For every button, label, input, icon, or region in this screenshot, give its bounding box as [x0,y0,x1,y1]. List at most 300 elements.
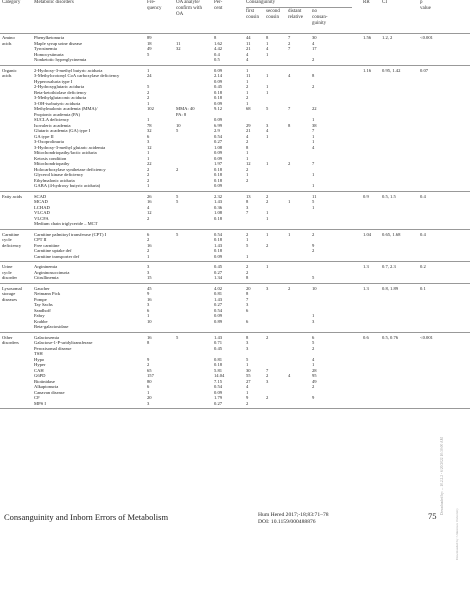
percent-cell: 0.09 [214,183,223,188]
no-consanguinity-cell: 1 [312,139,315,144]
disorder-name: MPS I [34,400,46,406]
ci-cell: 0.95, 1.42 [382,67,401,73]
percent-cell: 1.43 [214,296,223,302]
distant-relative-cell: 7 [288,35,291,40]
percent-cell: 8 [214,35,217,40]
first-cousin-cell: 20 [246,285,251,291]
first-cousin-cell: 2 [246,139,249,144]
ci-cell: 1.2, 2 [382,35,393,40]
percent-cell: 0.09 [214,389,223,395]
rr-cell: 1.04 [363,231,372,237]
disorder-name: Argininemia [34,264,58,269]
first-cousin-cell: 8 [246,199,249,204]
disorder-name: Carnitine uptake def [34,248,72,253]
second-cousin-cell: 1 [266,89,269,95]
first-cousin-cell: 11 [246,40,251,46]
first-cousin-cell: 2 [246,84,249,89]
frequency-cell: 15 [147,275,152,280]
first-cousin-cell: 13 [246,193,251,199]
second-cousin-cell: 2 [266,199,269,204]
first-cousin-cell: 30 [246,367,251,373]
ci-cell: 0.5, 0.76 [382,334,399,340]
no-consanguinity-cell: 5 [312,340,315,345]
disorder-name: Nonketotic hyperglycinemia [34,57,87,62]
percent-cell: 1.97 [214,161,223,166]
disorder-name: SCAD [34,193,47,199]
frequency-cell: 9 [147,291,150,296]
frequency-cell: 1 [147,389,150,395]
frequency-cell: 6 [147,231,150,237]
first-cousin-cell: 2 [246,166,249,172]
percent-cell: 0.81 [214,356,223,362]
percent-cell: 9.12 [214,106,223,111]
frequency-cell: 16 [147,334,152,340]
frequency-cell: 80 [147,378,152,384]
disorder-name: Canavan disease [34,389,65,395]
percent-cell: 0.18 [214,172,223,177]
header-rr: RR [363,0,370,5]
header-disorders: Metabolic disorders [34,0,74,5]
disorder-name: Gaucher [34,285,50,291]
first-cousin-cell: 1 [246,172,249,177]
download-watermark: Downloaded by: Unknown University [455,508,459,560]
frequency-cell: 3 [147,139,150,144]
percent-cell: 0.18 [214,248,223,253]
first-cousin-cell: 3 [246,302,249,307]
percent-cell: 0.18 [214,166,223,172]
disorder-name: Mitochondriopathy/lactic aciduria [34,150,97,155]
frequency-cell: 12 [147,144,152,150]
percent-cell: 2.14 [214,73,223,78]
no-consanguinity-cell: 7 [312,161,315,166]
first-cousin-cell: 1 [246,253,249,259]
category-label: Organic acids [2,67,17,78]
first-cousin-cell: 4 [246,57,249,62]
second-cousin-cell: 2 [266,395,269,400]
no-consanguinity-cell: 6 [312,334,315,340]
second-cousin-cell: 1 [266,40,269,46]
first-cousin-cell: 55 [246,373,251,378]
percent-cell: 0.45 [214,84,223,89]
first-cousin-cell: 6 [246,318,249,324]
footer-journal: Hum Hered 2017;-18;83:71–78 [258,512,329,518]
disorder-name: Beta-ketothiolase deficiency [34,89,87,95]
second-cousin-cell: 1 [266,210,269,215]
second-cousin-cell: 4 [266,128,269,133]
disorder-name: Carnitine palmitoyl transferase (CPT) I [34,231,107,237]
oa-cell: 5 [176,334,179,340]
frequency-cell: 5 [147,51,150,57]
oa-cell: 5 [176,199,179,204]
first-cousin-cell: 1 [246,389,249,395]
disorder-name: Galactose-1-P-uridyltransferase [34,340,93,345]
disorder-name: VLCAD [34,210,50,215]
first-cousin-cell: 5 [246,356,249,362]
distant-relative-cell: 7 [288,106,291,111]
frequency-cell: 89 [147,35,152,40]
disorder-name: SUCLA deficiency [34,117,70,122]
header-distant-relative: distant relative [288,9,303,20]
second-cousin-cell: 3 [266,122,269,128]
first-cousin-cell: 4 [246,51,249,57]
category-label: Urine cycle disorder [2,264,18,280]
percent-cell: 0.89 [214,318,223,324]
percent-cell: 0.54 [214,307,223,313]
percent-cell: 4.02 [214,285,223,291]
percent-cell: 1.43 [214,242,223,248]
first-cousin-cell: 9 [246,395,249,400]
first-cousin-cell: 21 [246,46,251,51]
percent-cell: 0.27 [214,139,223,144]
frequency-cell: 3 [147,264,150,269]
frequency-cell: 2 [147,215,150,221]
no-consanguinity-cell: 4 [312,356,315,362]
frequency-cell: 12 [147,210,152,215]
percent-cell: 0.18 [214,237,223,242]
oa-cell: 5 [176,231,179,237]
frequency-cell: 16 [147,296,152,302]
disorder-name: Isovaleric academia [34,122,71,128]
category-label: Lysosomal storage diseases [2,285,22,302]
frequency-cell: 18 [147,40,152,46]
disorder-name: 3-Oxoprolinuria [34,139,64,144]
group-rule [0,408,470,409]
rr-cell: 1.3 [363,264,369,269]
no-consanguinity-cell: 1 [312,172,315,177]
header-oa: OA analyte/ confirm with OA [176,0,202,17]
distant-relative-cell: 4 [288,373,291,378]
p-value-cell: 0.1 [420,285,426,291]
rr-cell: 0.9 [363,193,369,199]
frequency-cell: 2 [147,248,150,253]
no-consanguinity-cell: 3 [312,318,315,324]
percent-cell: 7.15 [214,378,223,384]
percent-cell: 0.81 [214,291,223,296]
no-consanguinity-cell: 2 [312,57,315,62]
disorder-name: Tay Sachs [34,302,53,307]
first-cousin-cell: 3 [246,345,249,351]
second-cousin-cell: 1 [266,73,269,78]
frequency-cell: 78 [147,122,152,128]
percent-cell: 0.09 [214,150,223,155]
footer-doi: DOI: 10.1159/000488876 [258,519,316,525]
no-consanguinity-cell: 95 [312,373,317,378]
second-cousin-cell: 1 [266,231,269,237]
oa-cell: 32 [176,46,181,51]
first-cousin-cell: 2 [246,269,249,275]
first-cousin-cell: 44 [246,35,251,40]
disorder-name: Pompe [34,296,47,302]
frequency-cell: 157 [147,373,154,378]
disorder-name: G6PD [34,373,46,378]
frequency-cell: 1 [147,100,150,106]
second-cousin-cell: 2 [266,242,269,248]
percent-cell: 0.36 [214,204,223,210]
header-second-cousin: second cousin [266,9,280,20]
second-cousin-cell: 2 [266,334,269,340]
first-cousin-cell: 2 [246,95,249,100]
disorder-name: GABA (4-hydroxy butyric aciduria) [34,183,101,188]
footer-citation [258,512,329,526]
distant-relative-cell: 2 [288,40,291,46]
disorder-name: GA type II [34,133,54,139]
percent-cell: 4.42 [214,46,223,51]
header-ci: CI [382,0,387,5]
disorder-name: Neimann Pick [34,291,61,296]
disorder-name: Krabbe [34,318,48,324]
no-consanguinity-cell: 7 [312,128,315,133]
percent-cell: 6.99 [214,122,223,128]
frequency-cell: 6 [147,384,150,389]
no-consanguinity-cell: 30 [312,35,317,40]
first-cousin-cell: 6 [246,307,249,313]
oa-cell: 11 [176,40,181,46]
second-cousin-cell: 3 [266,285,269,291]
no-consanguinity-cell: 9 [312,395,315,400]
disorder-name: 3-Hydroxy-3-methyl glutaric acidemia [34,144,106,150]
frequency-cell: 4 [147,204,150,210]
percent-cell: 0.54 [214,133,223,139]
disorder-name: Holocarboxylase synthetase deficiency [34,166,106,172]
no-consanguinity-cell: 28 [312,367,317,373]
percent-cell: 0.54 [214,384,223,389]
no-consanguinity-cell: 17 [312,46,317,51]
no-consanguinity-cell: 2 [312,384,315,389]
second-cousin-cell: 2 [266,193,269,199]
no-consanguinity-cell: 10 [312,285,317,291]
disorder-name: 3-OH-isobutyric aciduria [34,100,81,106]
footer-article-title: Consanguinity and Inborn Errors of Metabolism [4,512,169,522]
distant-relative-cell: 1 [288,199,291,204]
disorder-name: CF [34,395,40,400]
no-consanguinity-cell: 1 [312,204,315,210]
first-cousin-cell: 29 [246,122,251,128]
disorder-name: Argininosuccinuria [34,269,70,275]
percent-cell: 0.09 [214,155,223,161]
frequency-cell: 1 [147,117,150,122]
first-cousin-cell: 8 [246,291,249,296]
disorder-name: Beta-galactosidase [34,324,69,329]
frequency-cell: 3 [147,400,150,406]
disorder-name: 2-Hydroxyglutaric aciduria [34,84,85,89]
first-cousin-cell: 1 [246,155,249,161]
frequency-cell: 2 [147,89,150,95]
frequency-cell: 1 [147,150,150,155]
second-cousin-cell: 2 [266,373,269,378]
frequency-cell: 5 [147,84,150,89]
category-label: Carnitine cycle deficiency [2,231,22,248]
header-first-cousin: first cousin [246,9,260,20]
disorder-name: Carnitine transporter def [34,253,80,259]
first-cousin-cell: 2 [246,400,249,406]
disorder-name: Peroxisomal disease [34,345,72,351]
header-consanguinity: Consanguinity [246,0,276,5]
percent-cell: 1.34 [214,275,223,280]
disorder-name: Medium chain triglyceride – MCT [34,221,98,226]
percent-cell: 1.43 [214,334,223,340]
distant-relative-cell: 1 [288,231,291,237]
percent-cell: 0.18 [214,177,223,183]
no-consanguinity-cell: 4 [312,144,315,150]
first-cousin-cell: 7 [246,210,249,215]
first-cousin-cell: 7 [246,296,249,302]
p-value-cell: 0.2 [420,264,426,269]
no-consanguinity-cell: 2 [312,231,315,237]
percent-cell: 1.08 [214,144,223,150]
header-frequency: Fre- quency [147,0,162,11]
header-p: p value [420,0,431,11]
percent-cell: 0.09 [214,117,223,122]
percent-cell: 0.09 [214,67,223,73]
frequency-cell: 20 [147,395,152,400]
first-cousin-cell: 2 [246,177,249,183]
frequency-cell: 8 [147,340,150,345]
disorder-name: Homocystinuria [34,51,64,57]
group-rule [0,65,470,66]
disorder-name: Fabry [34,313,45,318]
first-cousin-cell: 1 [246,78,249,84]
second-cousin-cell: 1 [266,133,269,139]
first-cousin-cell: 8 [246,334,249,340]
p-value-cell: 0.07 [420,67,429,73]
frequency-cell: 9 [147,356,150,362]
disorder-name: TSH [34,351,43,356]
frequency-cell: 22 [147,161,152,166]
frequency-cell: 16 [147,199,152,204]
disorder-name: Maple syrup urine disease [34,40,83,46]
frequency-cell: 1 [147,155,150,161]
group-rule [0,229,470,230]
no-consanguinity-cell: 5 [312,199,315,204]
disorder-name: CAH [34,367,44,373]
group-rule [0,191,470,192]
percent-cell: 14.04 [214,373,225,378]
distant-relative-cell: 2 [288,285,291,291]
frequency-cell: 2 [147,172,150,177]
second-cousin-cell: 1 [266,51,269,57]
percent-cell: 0.27 [214,400,223,406]
frequency-cell: 6 [147,307,150,313]
percent-cell: 0.09 [214,78,223,84]
first-cousin-cell: 1 [246,362,249,367]
disorder-name: CPT II [34,237,47,242]
first-cousin-cell: 1 [246,67,249,73]
disorder-name: Hyper [34,362,46,367]
disorder-name: Hyperoxaluria type I [34,78,73,84]
oa-cell: 5 [176,128,179,133]
no-consanguinity-cell: 8 [312,73,315,78]
first-cousin-cell: 8 [246,144,249,150]
category-label: Fatty acids [2,193,23,199]
percent-cell: 1.62 [214,40,223,46]
no-consanguinity-cell: 1 [312,362,315,367]
no-consanguinity-cell: 2 [312,84,315,89]
first-cousin-cell: 12 [246,161,251,166]
disorder-name: Glycerol kinase deficiency [34,172,84,177]
p-value-cell: <0.001 [420,334,433,340]
no-consanguinity-cell: 1 [312,183,315,188]
first-cousin-cell: 5 [246,242,249,248]
consanguinity-rule [246,7,352,8]
disorder-name: Citrullinemia [34,275,59,280]
distant-relative-cell: 7 [288,46,291,51]
second-cousin-cell: 3 [266,378,269,384]
first-cousin-cell: 1 [246,89,249,95]
disorder-name: 2-Hydroxy-3-methyl butyric aciduria [34,67,103,73]
percent-cell: 0.45 [214,264,223,269]
second-cousin-cell: 1 [266,84,269,89]
disorder-name: Biotinidase [34,378,55,384]
no-consanguinity-cell: 49 [312,378,317,384]
rr-cell: 1.16 [363,67,372,73]
frequency-cell: 24 [147,73,152,78]
no-consanguinity-cell: 1 [312,313,315,318]
percent-cell: 0.18 [214,95,223,100]
first-cousin-cell: 8 [246,275,249,280]
second-cousin-cell: 7 [266,367,269,373]
percent-cell: 5.81 [214,367,223,373]
p-value-cell: <0.001 [420,35,433,40]
percent-cell: 2.9 [214,128,220,133]
disorder-name: Galactosemia [34,334,59,340]
oa-cell: 10 [176,122,181,128]
second-cousin-cell: 1 [266,215,269,221]
p-value-cell: 0.4 [420,231,426,237]
first-cousin-cell: 2 [246,264,249,269]
frequency-cell: 45 [147,285,152,291]
group-rule [0,261,470,262]
distant-relative-cell: 2 [288,161,291,166]
frequency-cell: 3 [147,269,150,275]
page-number: 75 [428,511,437,521]
oa-cell: MMA: 40 PA: 8 [176,106,195,117]
percent-cell: 1.43 [214,199,223,204]
frequency-cell: 2 [147,237,150,242]
first-cousin-cell: 4 [246,384,249,389]
percent-cell: 0.54 [214,231,223,237]
ci-cell: 0.65, 1.68 [382,231,401,237]
first-cousin-cell: 1 [246,100,249,106]
first-cousin-cell: 27 [246,378,251,384]
no-consanguinity-cell: 5 [312,275,315,280]
header-percent: Per- cent [214,0,223,11]
ci-cell: 0.7, 2.3 [382,264,396,269]
download-note: Downloaded by: ... 10.2.2.2 - 6/20/2022 10:30:00 AM [440,437,444,515]
disorder-name: Ethylmalonic aciduria [34,177,75,183]
frequency-cell: 6 [147,133,150,139]
group-rule [0,332,470,333]
frequency-cell: 65 [147,367,152,373]
first-cousin-cell: 3 [246,340,249,345]
no-consanguinity-cell: 2 [312,345,315,351]
percent-cell: 0.18 [214,362,223,367]
second-cousin-cell: 4 [266,46,269,51]
rr-cell: 1.56 [363,35,372,40]
frequency-cell: 16 [147,242,152,248]
frequency-cell: 26 [147,193,152,199]
frequency-cell: 2 [147,166,150,172]
percent-cell: 0.71 [214,340,223,345]
first-cousin-cell: 11 [246,73,251,78]
percent-cell: 1.79 [214,395,223,400]
percent-cell: 0.18 [214,215,223,221]
percent-cell: 0.09 [214,253,223,259]
frequency-cell: 1 [147,183,150,188]
percent-cell: 0.45 [214,345,223,351]
percent-cell: 1.08 [214,210,223,215]
second-cousin-cell: 1 [266,161,269,166]
no-consanguinity-cell: 1 [312,133,315,139]
